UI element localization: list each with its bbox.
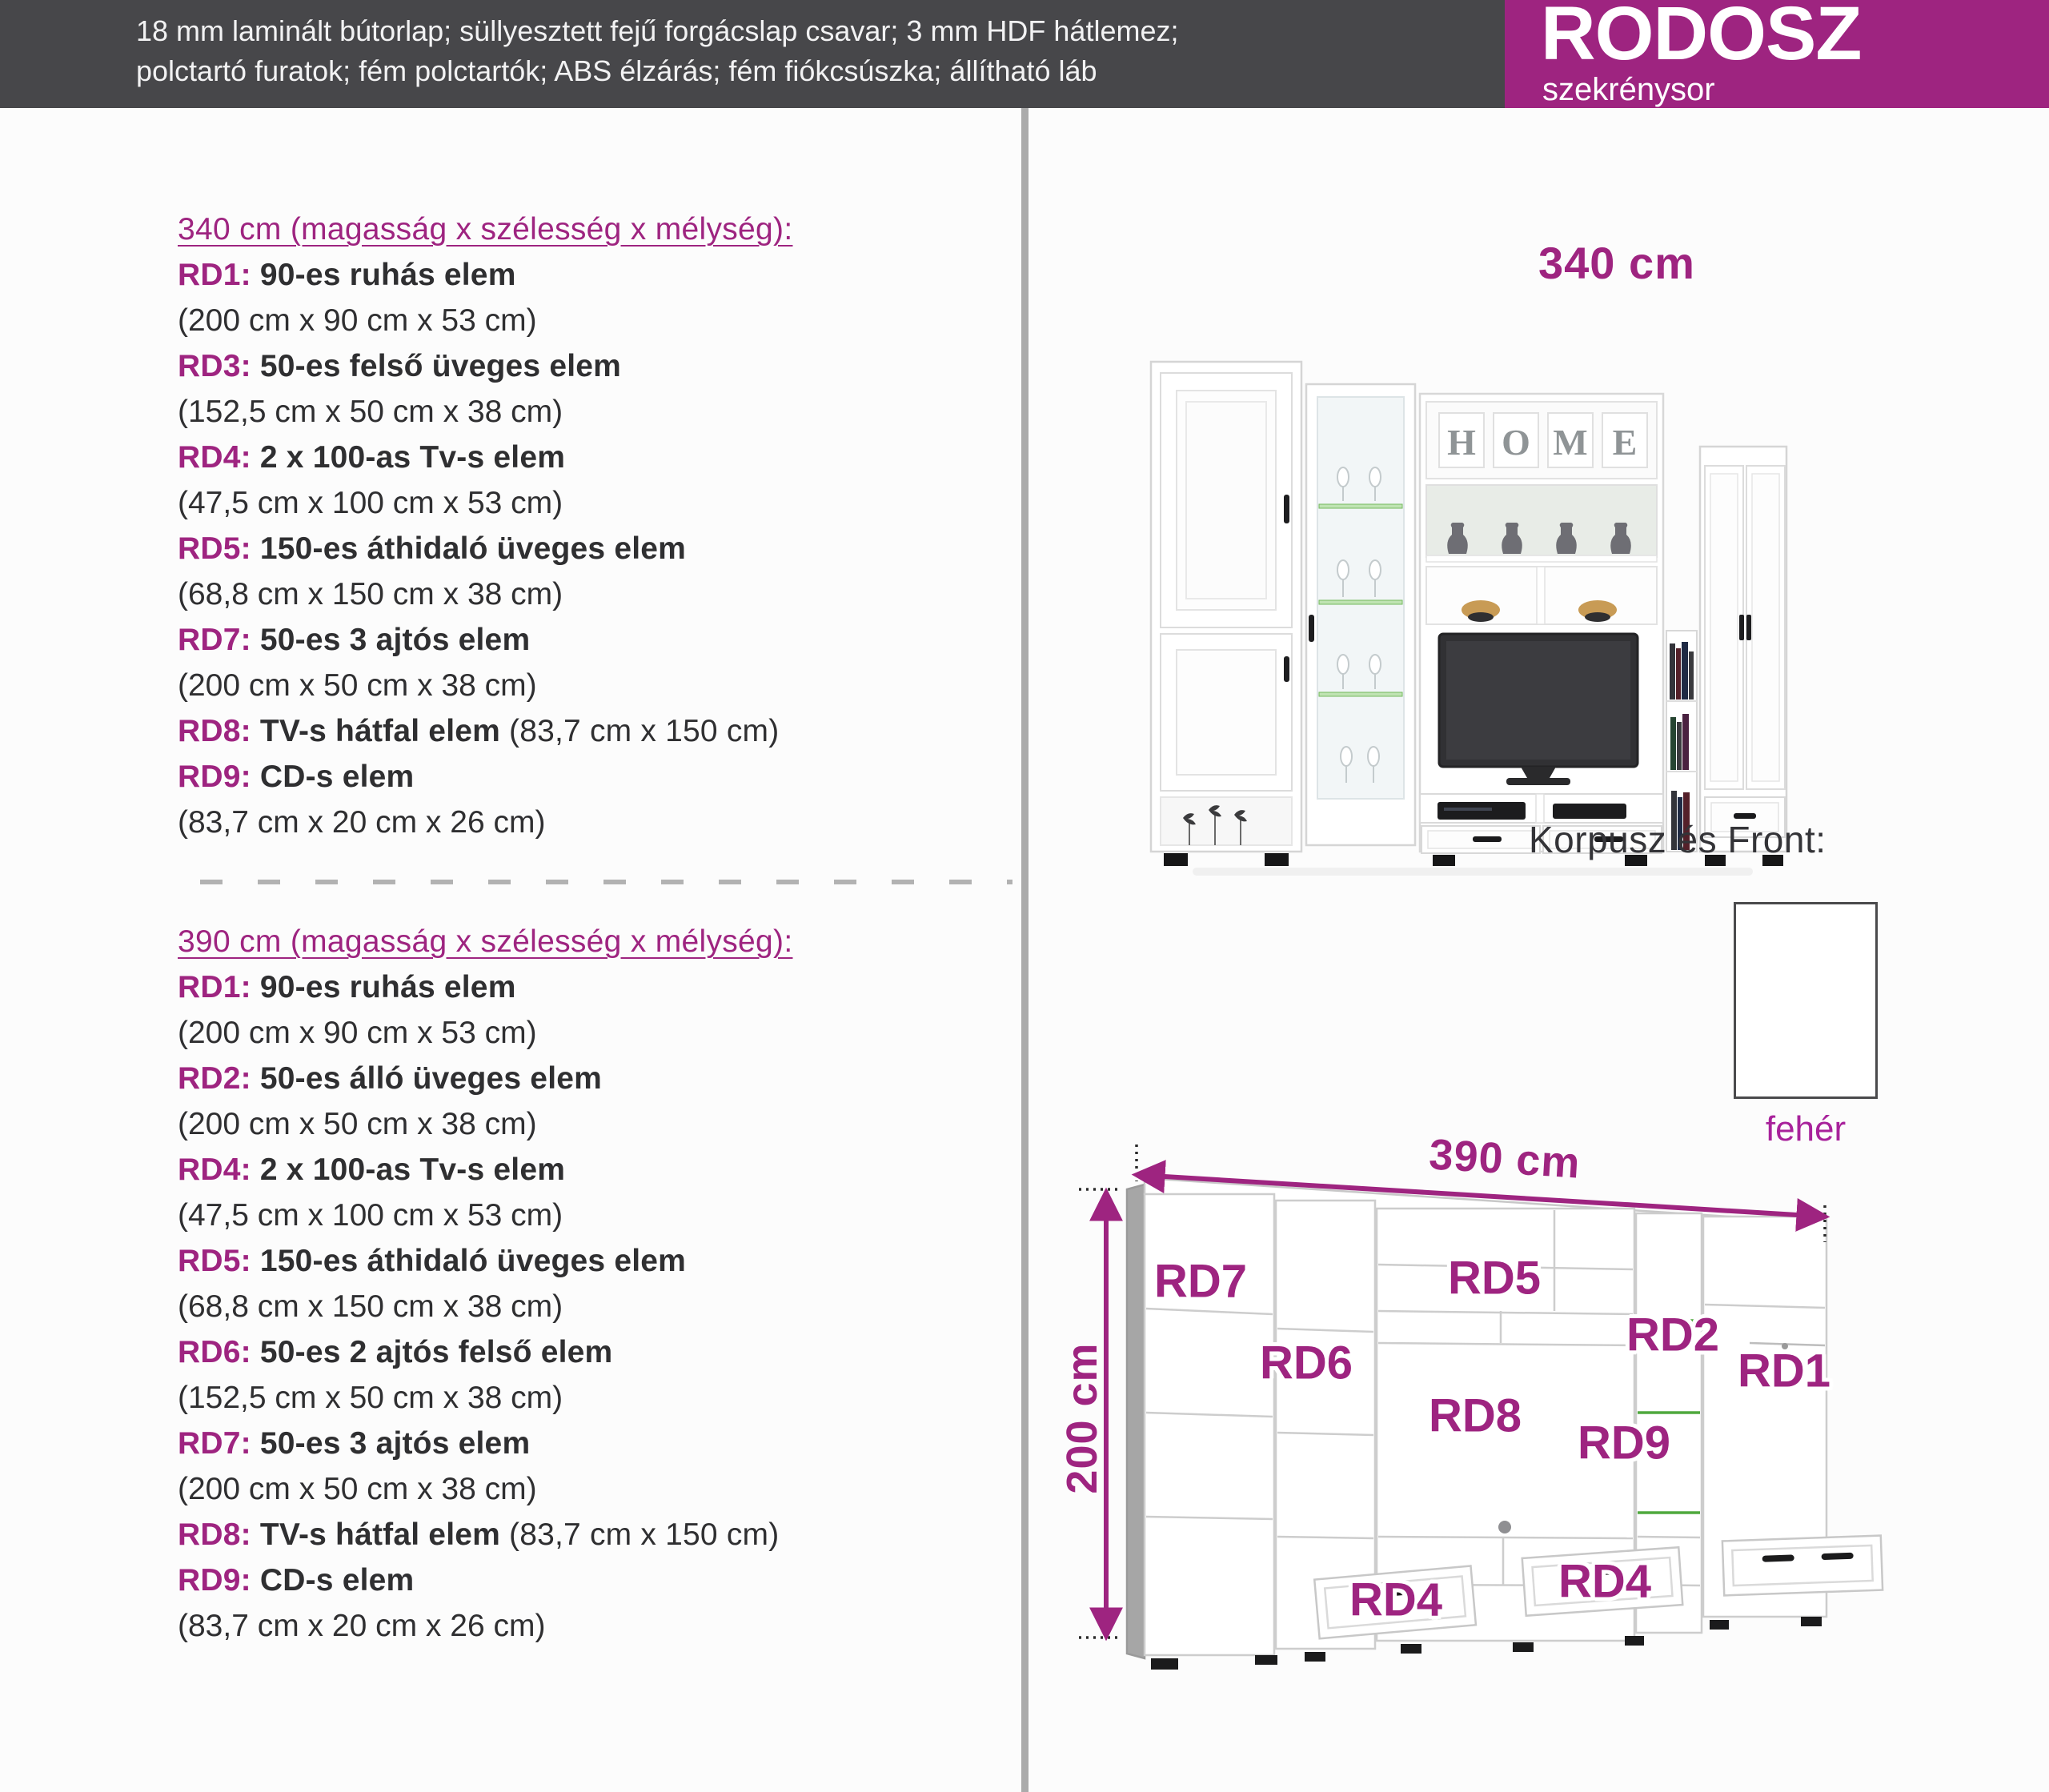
left-cabinet [1151,362,1301,866]
brand-name: RODOSZ [1541,0,1862,76]
wall-unit-photo [1145,352,1793,880]
swatch-heading: Korpusz és Front: [1529,819,1826,860]
diagram-width-label: 390 cm [1427,1130,1582,1188]
item-code: RD5: [178,531,251,566]
list-item [178,1056,1010,1147]
item-name: TV-s hátfal elem [259,1517,500,1552]
item-name: 50-es 3 ajtós elem [259,1426,531,1461]
list-item [178,1329,1010,1421]
item-dims: (152,5 cm x 50 cm x 38 cm) [178,1381,563,1415]
list-item [178,526,1010,617]
item-code: RD7: [178,623,251,657]
item-dims: (200 cm x 90 cm x 53 cm) [178,1016,537,1050]
item-code: RD3: [178,349,251,383]
list-item [178,1238,1010,1329]
item-name: 90-es ruhás elem [259,970,516,1004]
item-name: 50-es 3 ajtós elem [259,623,531,657]
list-item [178,964,1010,1056]
item-code: RD2: [178,1061,251,1096]
list-item [178,1147,1010,1238]
item-name: 50-es felső üveges elem [259,349,622,383]
diagram-label-rd4: RD4 [1349,1574,1443,1626]
diagram-label-rd8: RD8 [1428,1389,1522,1442]
material-specs-line2: polctartó furatok; fém polctartók; ABS élzárás; fém fiókcsúszka; állítható láb [136,54,1097,87]
item-dims: (200 cm x 50 cm x 38 cm) [178,1107,537,1141]
item-dims: (83,7 cm x 20 cm x 26 cm) [178,805,546,840]
item-name: 50-es álló üveges elem [259,1061,602,1096]
diagram-label-rd9: RD9 [1577,1417,1671,1469]
diagram-label-rd5: RD5 [1447,1252,1542,1305]
diagram-label-rd6: RD6 [1259,1337,1353,1389]
item-code: RD7: [178,1426,251,1461]
item-code: RD8: [178,1517,251,1552]
item-code: RD8: [178,714,251,748]
wall-unit-diagram [1065,1137,1889,1697]
glass-column [1306,384,1415,845]
item-dims: (47,5 cm x 100 cm x 53 cm) [178,486,563,520]
item-name: 150-es áthidaló üveges elem [259,531,687,566]
element-list-390 [178,919,1010,1649]
home-letter-o: O [1502,422,1530,463]
item-dims: (152,5 cm x 50 cm x 38 cm) [178,395,563,429]
list-340-title: 340 cm (magasság x szélesség x mélység): [178,212,793,247]
photo-dimension-label: 340 cm [1538,238,1695,288]
diagram-label-rd1: RD1 [1737,1345,1831,1397]
item-name: CD-s elem [259,760,415,794]
material-specs [136,11,1179,91]
diagram-label-rd4: RD4 [1558,1555,1652,1608]
list-item [178,754,1010,845]
item-code: RD5: [178,1244,251,1278]
diagram-label-rd2: RD2 [1626,1309,1720,1361]
open-drawer-rd1 [1722,1536,1883,1596]
item-code: RD1: [178,258,251,292]
item-dims: (47,5 cm x 100 cm x 53 cm) [178,1198,563,1233]
item-code: RD4: [178,1153,251,1187]
center-section [1420,394,1663,866]
item-dims: (83,7 cm x 20 cm x 26 cm) [178,1609,546,1643]
item-code: RD6: [178,1335,251,1369]
item-inline-dims: (83,7 cm x 150 cm) [500,1517,780,1552]
element-list-340 [178,206,1010,845]
item-dims: (200 cm x 50 cm x 38 cm) [178,668,537,703]
column-divider [1021,108,1029,1792]
right-wardrobe [1700,447,1786,866]
list-item [178,1557,1010,1649]
item-inline-dims: (83,7 cm x 150 cm) [500,714,780,748]
item-name: TV-s hátfal elem [259,714,500,748]
brand-box [1505,0,2049,108]
list-item [178,252,1010,343]
list-390-title: 390 cm (magasság x szélesség x mélység): [178,924,793,959]
tv [1439,634,1638,785]
item-name: 2 x 100-as Tv-s elem [259,440,566,475]
home-letter-m: M [1553,422,1588,463]
item-dims: (200 cm x 50 cm x 38 cm) [178,1472,537,1506]
item-name: 150-es áthidaló üveges elem [259,1244,687,1278]
item-name: 2 x 100-as Tv-s elem [259,1153,566,1187]
item-dims: (200 cm x 90 cm x 53 cm) [178,303,537,338]
item-name: 90-es ruhás elem [259,258,516,292]
dashed-separator [196,877,1020,887]
diagram-height-label: 200 cm [1058,1342,1106,1494]
header-bar [0,0,1505,108]
swatch-label: fehér [1765,1109,1847,1149]
list-item [178,708,1010,754]
home-letter-e: E [1612,422,1638,463]
item-dims: (68,8 cm x 150 cm x 38 cm) [178,1289,563,1324]
wall-unit-illustration [1145,352,1793,880]
item-code: RD9: [178,760,251,794]
home-letter-h: H [1447,422,1476,463]
item-name: CD-s elem [259,1563,415,1598]
list-item [178,1512,1010,1557]
list-item [178,617,1010,708]
list-item [178,435,1010,526]
list-item [178,1421,1010,1512]
item-code: RD9: [178,1563,251,1598]
color-swatch-white [1734,902,1878,1099]
item-name: 50-es 2 ajtós felső elem [259,1335,613,1369]
material-specs-line1: 18 mm laminált bútorlap; süllyesztett fejű forgácslap csavar; 3 mm HDF hátlemez; [136,14,1179,47]
list-item [178,343,1010,435]
item-code: RD1: [178,970,251,1004]
item-code: RD4: [178,440,251,475]
diagram-label-rd7: RD7 [1153,1255,1248,1308]
item-dims: (68,8 cm x 150 cm x 38 cm) [178,577,563,611]
brand-subtitle: szekrénysor [1542,72,1715,107]
